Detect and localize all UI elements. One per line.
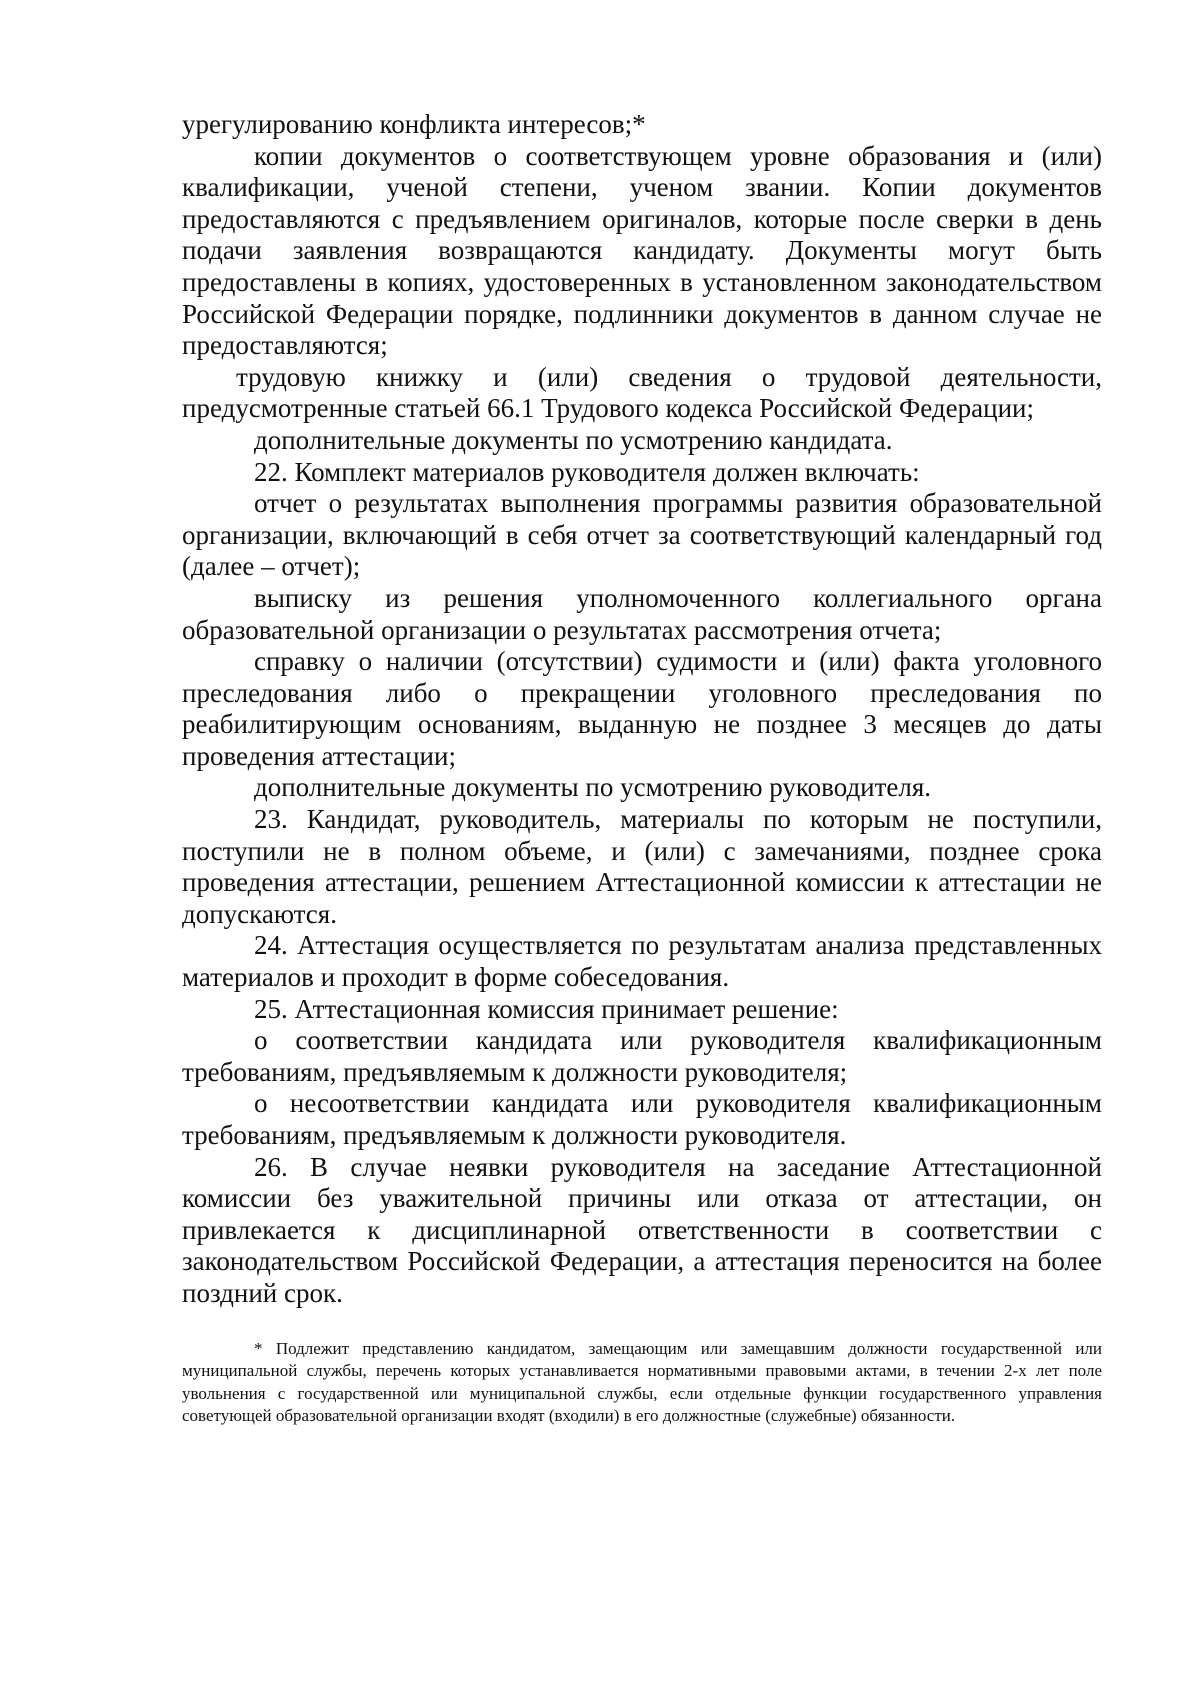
paragraph-education-copies: копии документов о соответствующем уровне образования и (или) квалификации, ученой степени, ученом звании. Копии документов предоставляются с предъявлением оригиналов, которые после сверки в день подачи заявления возвращаются кандидату. Документы могут быть предоставлены в копиях, удостоверенных в установленном законодательством Российской Федерации порядке, подлинники документов в данном случае не предоставляются; bbox=[182, 140, 1102, 361]
paragraph-item-26: 26. В случае неявки руководителя на заседание Аттестационной комиссии без уважительной причины или отказа от аттестации, он привлекается к дисциплинарной ответственности в соответствии с законодательством Российской Федерации, а аттестация переносится на более поздний срок. bbox=[182, 1151, 1102, 1308]
paragraph-work-record: трудовую книжку и (или) сведения о трудовой деятельности, предусмотренные статьей 66.1 Трудового кодекса Российской Федерации; bbox=[182, 361, 1102, 424]
paragraph-decision-compliance: о соответствии кандидата или руководителя квалификационным требованиям, предъявляемым к должности руководителя; bbox=[182, 1025, 1102, 1087]
paragraph-conflict-of-interest: урегулированию конфликта интересов;* bbox=[182, 109, 646, 139]
footnote bbox=[182, 1338, 1102, 1428]
paragraph-item-22: 22. Комплект материалов руководителя должен включать: bbox=[254, 456, 920, 487]
paragraph-decision-noncompliance: о несоответствии кандидата или руководителя квалификационным требованиям, предъявляемым к должности руководителя. bbox=[182, 1088, 1102, 1150]
paragraph-candidate-extra-docs: дополнительные документы по усмотрению кандидата. bbox=[254, 424, 893, 455]
paragraph-item-23: 23. Кандидат, руководитель, материалы по которым не поступили, поступили не в полном объеме, и (или) с замечаниями, позднее срока проведения аттестации, решением Аттестационной комиссии к аттестации не допускаются. bbox=[182, 804, 1102, 929]
paragraph-criminal-record-certificate: справку о наличии (отсутствии) судимости и (или) факта уголовного преследования либо о прекращении уголовного преследования по реабилитирующим основаниям, выданную не позднее 3 месяцев до даты проведения аттестации; bbox=[182, 646, 1102, 771]
paragraph-manager-extra-docs: дополнительные документы по усмотрению руководителя. bbox=[254, 772, 932, 803]
paragraph-item-24: 24. Аттестация осуществляется по результатам анализа представленных материалов и проходит в форме собеседования. bbox=[182, 930, 1102, 993]
paragraph-collegial-extract: выписку из решения уполномоченного коллегиального органа образовательной организации о результатах рассмотрения отчета; bbox=[182, 582, 1102, 645]
paragraph-item-25: 25. Аттестационная комиссия принимает решение: bbox=[254, 993, 839, 1024]
paragraph-program-report: отчет о результатах выполнения программы развития образовательной организации, включающий в себя отчет за соответствующий календарный год (далее – отчет); bbox=[182, 488, 1102, 582]
document-body bbox=[182, 109, 1102, 1310]
footnote-text: * Подлежит представлению кандидатом, замещающим или замещавшим должности государственной или муниципальной службы, перечень которых устанавливается нормативными правовыми актами, в течении 2-х лет поле увольнения с государственной или муниципальной службы, если отдельные функции государственного управления советующей образовательной организации входят (входили) в его должностные (служебные) обязанности. bbox=[182, 1339, 1102, 1426]
